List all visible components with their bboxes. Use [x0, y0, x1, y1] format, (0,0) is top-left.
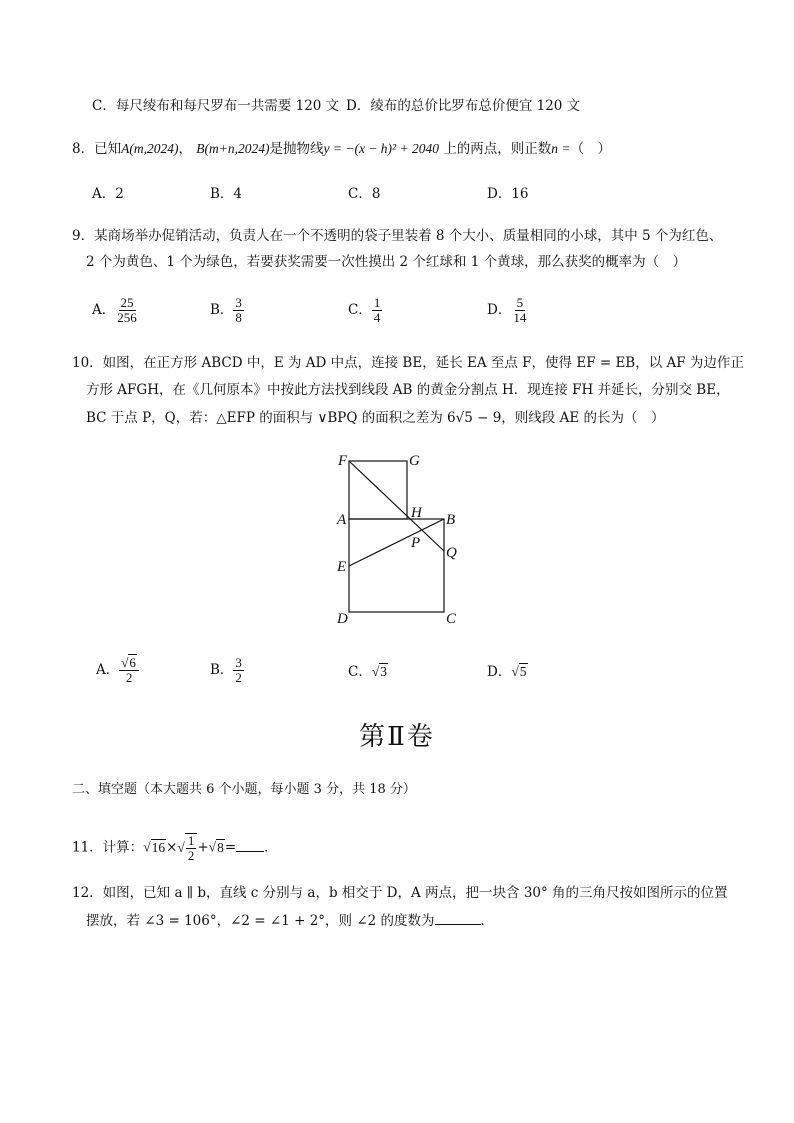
q10-option-b: [210, 656, 244, 685]
label-A: A: [337, 512, 347, 528]
q8-stem-prefix: 8．已知: [72, 141, 122, 157]
q9-line-2: 2 个为黄色、1 个为绿色，若要获奖需要一次性摸出 2 个红球和 1 个黄球，那么获奖的概率为（ ）: [86, 254, 687, 270]
q9-line-1: 9．某商场举办促销活动，负责人在一个不透明的袋子里装着 8 个大小、质量相同的小球，其中 5 个为红色、: [72, 228, 723, 244]
section-title: 第Ⅱ卷: [359, 722, 435, 752]
q8-point-a: A(m,2024): [121, 141, 179, 156]
q9-option-a-fraction: [115, 296, 139, 325]
q10-option-b-fraction: [233, 656, 244, 685]
q12-line-2-prefix: 摆放，若 ∠3 = 106°，∠2 = ∠1 + 2°，则 ∠2 的度数为: [86, 913, 435, 929]
q11-prefix: 11．计算：: [72, 839, 144, 856]
square-afgh: [349, 461, 407, 519]
q8-point-b: B(m+n,2024): [196, 141, 270, 156]
label-D: D: [337, 611, 348, 627]
fraction-numerator: 1: [373, 295, 381, 310]
q8-stem-suffix: 上的两点，则正数: [443, 141, 552, 157]
q11-sqrt-frac: √ $\frac{1}{2}$: [177, 840, 197, 855]
label-F: F: [338, 453, 348, 469]
q12-answer-blank[interactable]: [435, 912, 481, 925]
q9-option-d: [487, 296, 528, 325]
q11-suffix: ．: [264, 839, 278, 856]
fraction-denominator: 256: [117, 310, 137, 325]
q11-fraction: [186, 834, 197, 863]
q12-line-1: 12．如图，已知 a ∥ b，直线 c 分别与 a，b 相交于 D，A 两点，把一块含 30° 角的三角尺按如图所示的位置: [72, 885, 728, 901]
q10-option-d: [487, 662, 528, 682]
fraction-numerator: 1: [187, 833, 195, 848]
label-C: C: [446, 611, 457, 627]
fraction-numerator: 3: [235, 655, 242, 670]
q11-sqrt16: √16: [143, 839, 166, 855]
q9-option-b-label: B．: [210, 302, 234, 318]
fraction-denominator: 4: [373, 310, 381, 325]
fraction-denominator: 2: [187, 848, 195, 863]
fraction-denominator: 2: [235, 670, 242, 685]
label-P: P: [411, 535, 421, 551]
q11-times: ×: [166, 839, 178, 856]
fraction-denominator: 14: [513, 310, 527, 325]
q10-option-c-label: C．: [348, 664, 372, 680]
square-abcd: [349, 519, 444, 612]
radicand: [185, 833, 198, 863]
q10-option-d-label: D．: [487, 664, 512, 680]
q8-parabola: y = −(x − h)² + 2040: [323, 141, 439, 156]
fraction-numerator: 25: [120, 295, 134, 310]
q8-paren: （ ）: [570, 141, 612, 157]
radicand: 5: [519, 664, 527, 679]
radicand: 8: [217, 839, 224, 855]
line-fq: [349, 461, 444, 551]
fraction-numerator: 5: [516, 295, 524, 310]
q8-option-b: B．4: [210, 186, 243, 202]
label-Q: Q: [446, 545, 457, 561]
q8-option-c: C．8: [348, 186, 381, 202]
q9-option-d-fraction: [511, 296, 528, 325]
q9-option-d-label: D．: [487, 302, 512, 318]
q10-option-a: [96, 656, 139, 685]
label-E: E: [337, 559, 347, 575]
radicand: 16: [151, 839, 166, 855]
q9-option-a: [92, 296, 139, 325]
q10-option-a-fraction: [119, 656, 139, 685]
q8-var-n: n =: [551, 141, 571, 156]
q11-equals: =: [224, 839, 237, 856]
q9-option-c-fraction: [372, 296, 383, 325]
q10-option-d-sqrt: √5: [511, 664, 527, 679]
radicand: 6: [129, 655, 136, 670]
q9-option-c: [348, 296, 382, 325]
q12-line-2-suffix: ．: [480, 913, 495, 929]
q11-answer-blank[interactable]: [236, 839, 264, 852]
q10-option-c: [348, 662, 388, 682]
q8-stem: [72, 139, 611, 159]
q9-option-b: [210, 296, 244, 325]
q9-option-c-label: C．: [348, 302, 372, 318]
fraction-numerator: √6: [119, 656, 139, 671]
q12-line-2: [86, 911, 494, 931]
q7-option-c: C．每尺绫布和每尺罗布一共需要 120 文: [92, 98, 340, 114]
q9-option-a-label: A．: [92, 302, 116, 318]
q10-option-b-label: B．: [210, 662, 234, 678]
part2-heading: 二、填空题（本大题共 6 个小题，每小题 3 分，共 18 分）: [72, 782, 416, 797]
q11-plus: +: [197, 839, 209, 856]
fraction-denominator: 8: [235, 310, 242, 325]
q10-line-1: 10．如图，在正方形 ABCD 中，E 为 AD 中点，连接 BE，延长 EA 至点 F，使得 EF = EB，以 AF 为边作正: [72, 355, 744, 371]
q8-sep: ，: [178, 141, 192, 157]
q10-line-3: BC 于点 P，Q，若：△EFP 的面积与 ∨BPQ 的面积之差为 6√5 − 9，则线段 AE 的长为（ ）: [86, 410, 665, 426]
radicand: 3: [380, 664, 388, 679]
q11-stem: [72, 833, 278, 863]
line-eb: [349, 519, 444, 566]
label-H: H: [411, 505, 422, 521]
q10-line-2: 方形 AFGH，在《几何原本》中按此方法找到线段 AB 的黄金分割点 H．现连接 FH 并延长，分别交 BE，: [86, 382, 730, 398]
label-B: B: [446, 512, 456, 528]
q8-stem-mid: 是抛物线: [269, 141, 324, 157]
q7-option-d: D．绫布的总价比罗布总价便宜 120 文: [346, 98, 581, 114]
q11-sqrt8: √8: [208, 839, 224, 855]
q8-option-d: D．16: [487, 186, 529, 202]
fraction-denominator: 2: [125, 670, 133, 685]
label-G: G: [409, 453, 420, 469]
q10-option-a-label: A．: [96, 662, 120, 678]
q9-option-b-fraction: [233, 296, 244, 325]
q8-option-a: A．2: [92, 186, 124, 202]
fraction-numerator: 3: [235, 295, 242, 310]
q10-option-c-sqrt: √3: [371, 664, 388, 679]
